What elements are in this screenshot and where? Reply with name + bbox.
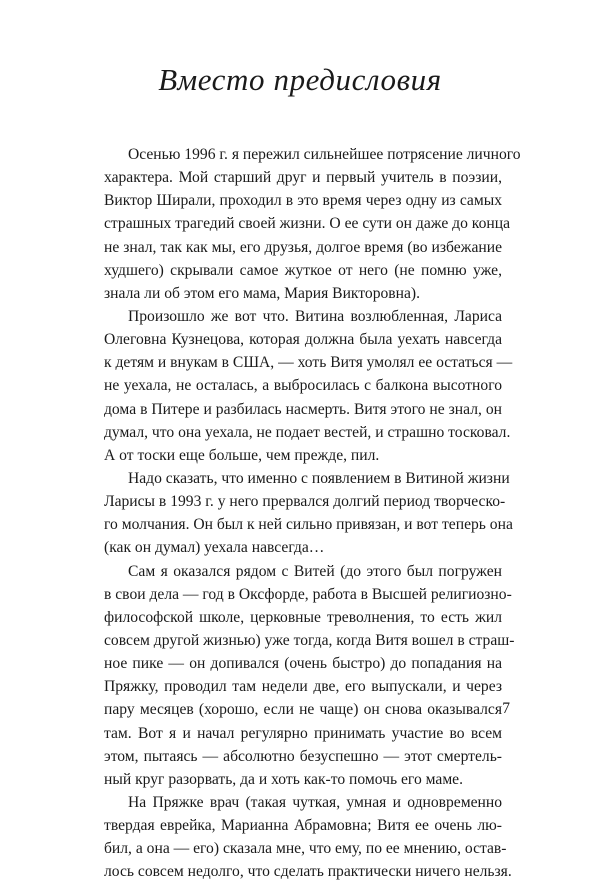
page-number: 7 (502, 700, 510, 717)
text-line: А от тоски еще больше, чем прежде, пил. (104, 446, 380, 464)
text-line: (как он думал) уехала навсегда… (104, 539, 325, 557)
text-line: лось совсем недолго, что сделать практически ничего нельзя. (104, 863, 512, 881)
text-line: страшных трагедий своей жизни. О ее сути он даже до конца (104, 215, 510, 233)
text-line: Пряжку, проводил там недели две, его выпускали, и через (104, 678, 502, 696)
text-line: го молчания. Он был к ней сильно привязан, и вот теперь она (104, 516, 513, 534)
text-line: ное пике — он допивался (очень быстро) до попадания на (104, 655, 502, 673)
text-line: Произошло же вот что. Витина возлюбленная, Лариса (128, 307, 502, 325)
text-line: Олеговна Кузнецова, которая должна была уехать навсегда (104, 331, 502, 349)
text-line: твердая еврейка, Марианна Абрамовна; Витя ее очень лю- (104, 817, 502, 835)
text-line: не уехала, не осталась, а выбросилась с балкона высотного (104, 377, 502, 395)
text-line: там. Вот я и начал регулярно принимать участие во всем (104, 724, 502, 742)
text-line: к детям и внукам в США, — хоть Витя умолял ее остаться — (104, 354, 513, 372)
text-line: Виктор Ширали, проходил в это время через одну из самых (104, 192, 502, 210)
text-line: этом, пытаясь — абсолютно безуспешно — этот смертель- (104, 747, 502, 765)
text-line: знала ли об этом его мама, Мария Викторовна). (104, 284, 421, 302)
text-line: совсем другой жизнью) уже тогда, когда Витя вошел в страш- (104, 631, 515, 649)
text-line: Надо сказать, что именно с появлением в Витиной жизни (128, 469, 510, 487)
text-line: не знал, так как мы, его друзья, долгое время (во избежание (104, 238, 502, 256)
chapter-heading: Вместо предисловия (158, 62, 442, 97)
text-line: в свои дела — год в Оксфорде, работа в Высшей религиозно- (104, 585, 512, 603)
text-line: думал, что она уехала, не подает вестей, и страшно тосковал. (104, 423, 511, 441)
text-line: ный круг разорвать, да и хоть как-то помочь его маме. (104, 770, 464, 788)
text-line: Ларисы в 1993 г. у него прервался долгий период творческо- (104, 493, 506, 511)
text-line: На Пряжке врач (такая чуткая, умная и одновременно (128, 793, 502, 811)
text-line: Осенью 1996 г. я пережил сильнейшее потрясение личного (128, 146, 521, 163)
text-line: дома в Питере и разбилась насмерть. Витя этого не знал, он (104, 400, 502, 418)
body-text (104, 143, 521, 884)
text-line: философской школе, церковные треволнения, то есть жил (104, 608, 502, 626)
text-line: пару месяцев (хорошо, если не чаще) он снова оказывался (104, 701, 502, 719)
text-line: Сам я оказался рядом с Витей (до этого был погружен (128, 562, 502, 580)
text-line: характера. Мой старший друг и первый учитель в поэзии, (104, 169, 502, 187)
text-line: худшего) скрывали самое жуткое от него (не помню уже, (104, 261, 502, 279)
text-line: бил, а она — его) сказала мне, что ему, по ее мнению, остав- (104, 840, 507, 858)
